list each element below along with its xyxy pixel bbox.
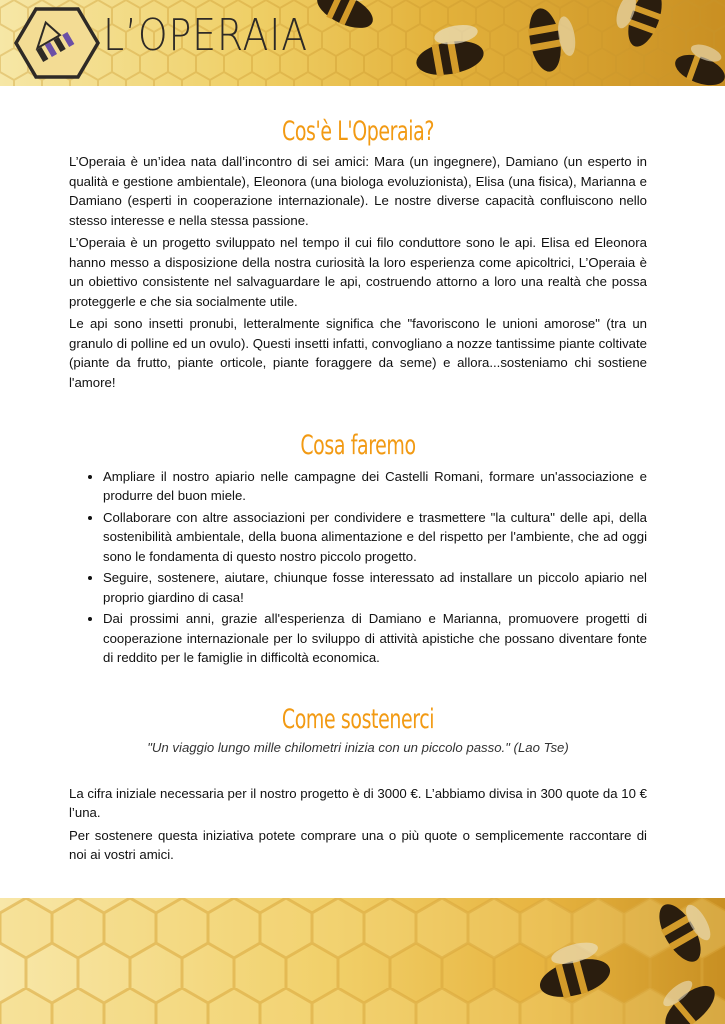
list-item: • Collaborare con altre associazioni per condividere e trasmettere "la cultura" delle api, della sostenibilità ambientale, della buona alimentazione e del rispetto per l'ambiente, che ad oggi sono le fondamenta di questo nostro piccolo progetto. — [103, 508, 647, 567]
main-content — [69, 116, 647, 865]
list-item: • Ampliare il nostro apiario nelle campagne dei Castelli Romani, formare un'associazione e produrre del buon miele. — [103, 467, 647, 506]
section-title: Cos'è L'Operaia? — [281, 116, 435, 147]
paragraph: L’Operaia è un progetto sviluppato nel tempo il cui filo conduttore sono le api. Elisa ed Eleonora hanno messo a disposizione della nostra curiosità la loro esperienza come apicoltrici, L’Operaia è un obiettivo consistente nel salvaguardare le api, costruendo attorno a loro una realtà che possa proteggerle e che sia socialmente utile. — [69, 235, 647, 309]
footer-banner — [0, 898, 725, 1024]
plans-list — [69, 467, 647, 668]
list-item: • Seguire, sostenere, aiutare, chiunque fosse interessato ad installare un piccolo apiario nel proprio giardino di casa! — [103, 568, 647, 607]
section-what-is — [69, 116, 647, 392]
honeycomb-pattern — [0, 898, 725, 1024]
section-title: Cosa faremo — [300, 430, 416, 462]
quote: "Un viaggio lungo mille chilometri inizia con un piccolo passo." (Lao Tse) — [147, 740, 569, 756]
section-title: Come sostenerci — [281, 703, 435, 735]
section-support — [69, 704, 647, 865]
paragraph: Le api sono insetti pronubi, letteralmente significa che "favoriscono le unioni amorose" (tra un granulo di polline ed un ovulo). Questi insetti infatti, convogliano a nozze tantissime piante coltivate (piante da frutto, piante orticole, piante foraggere da seme) e allora...sosteniamo chi sostiene l'amore! — [69, 316, 647, 390]
paragraph: La cifra iniziale necessaria per il nostro progetto è di 3000 €. L’abbiamo divisa in 300 quote da 10 € l’una. — [69, 785, 647, 821]
paragraph: L’Operaia è un’idea nata dall’incontro di sei amici: Mara (un ingegnere), Damiano (un esperto in qualità e gestione ambientale), Eleonora (una biologa evoluzionista), Elisa (una fisica), Marianna e Damiano (esperti in cooperazione internazionale). Le nostre diverse capacità confluiscono nello stesso interesse e nella stessa passione. — [69, 154, 647, 228]
brand-logo-text: L’OPERAIA — [103, 10, 309, 61]
paragraph: Per sostenere questa iniziativa potete comprare una o più quote o semplicemente raccontare di noi ai vostri amici. — [69, 827, 647, 863]
list-item: • Dai prossimi anni, grazie all'esperienza di Damiano e Marianna, promuovere progetti di cooperazione internazionale per lo sviluppo di attività apistiche che possano diventare fonte di reddito per le famiglie in difficoltà economica. — [103, 609, 647, 668]
bee-logo-icon — [14, 6, 100, 80]
section-plans — [69, 430, 647, 667]
header-banner — [0, 0, 725, 86]
